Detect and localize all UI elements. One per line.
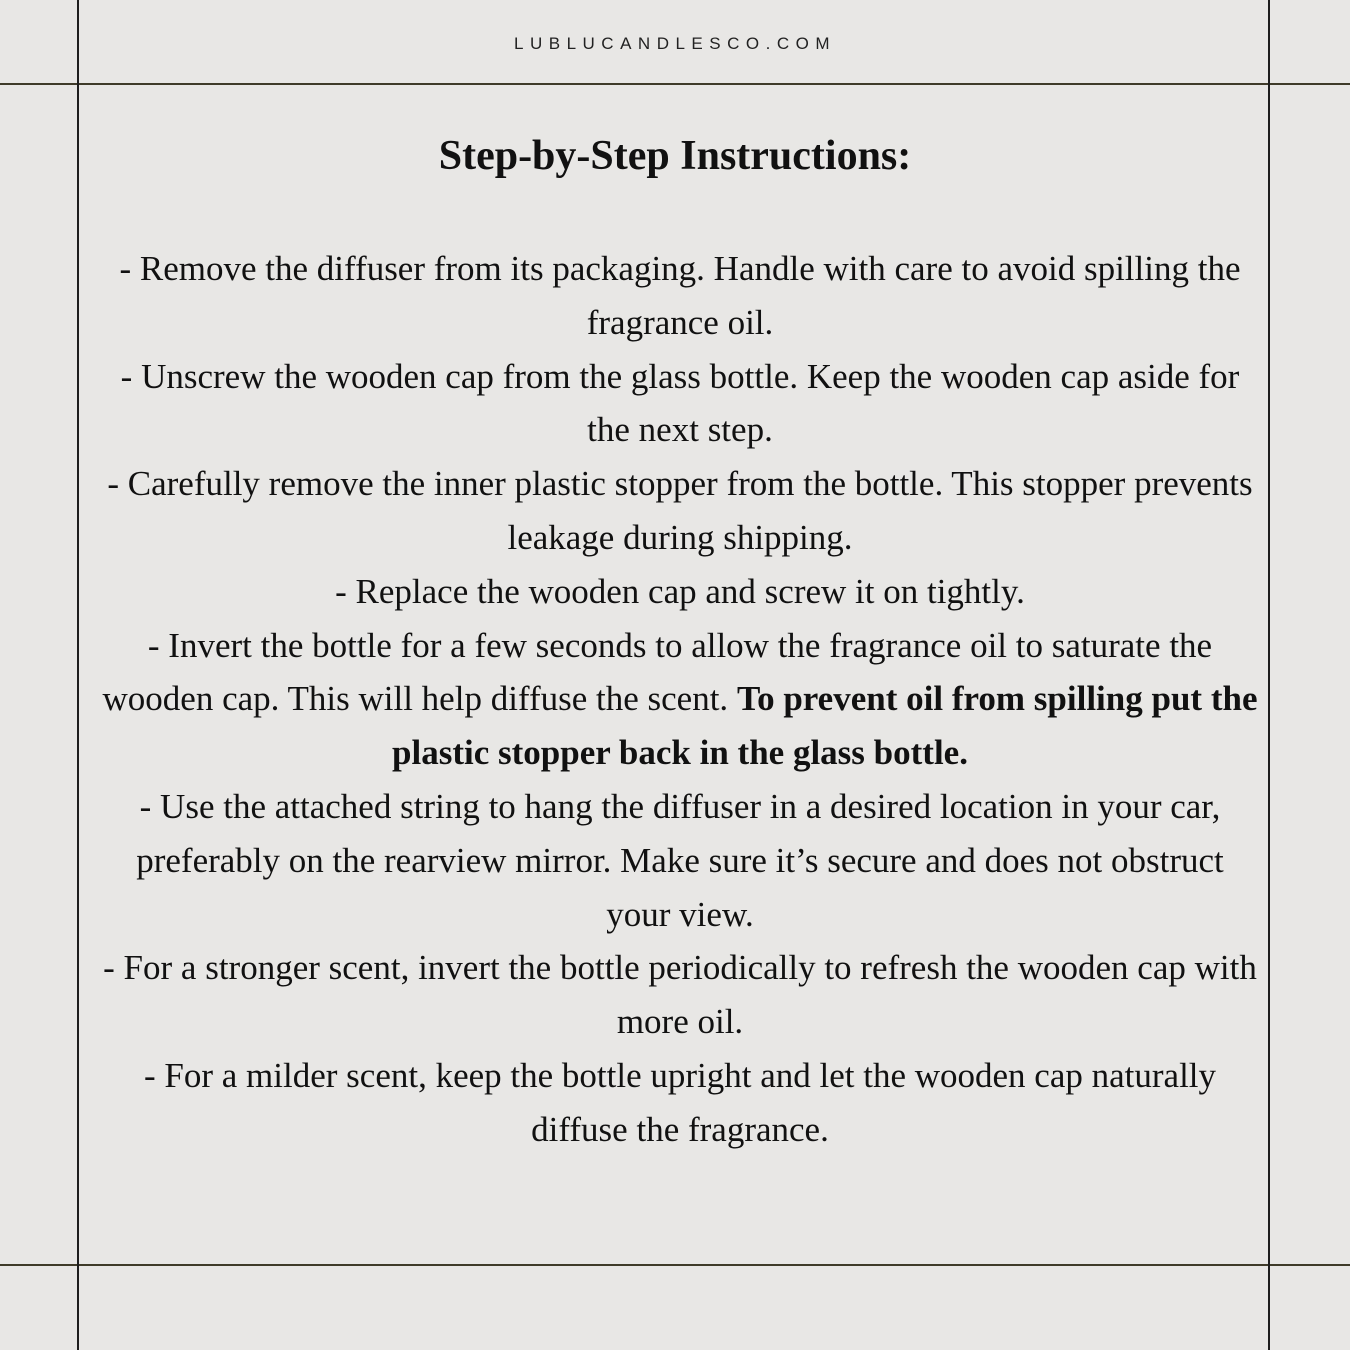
step-milder-scent: - For a milder scent, keep the bottle upright and let the wooden cap naturally diffuse the fragrance. <box>143 1055 1217 1149</box>
step-stronger-scent: - For a stronger scent, invert the bottle periodically to refresh the wooden cap with more oil. <box>103 948 1257 1042</box>
step-invert-bottle <box>100 619 1260 780</box>
frame-line-left <box>77 0 79 1350</box>
step-invert-bottle-warning: To prevent oil from spilling put the plastic stopper back in the glass bottle. <box>392 679 1258 773</box>
step-invert-bottle-text: - Invert the bottle for a few seconds to allow the fragrance oil to saturate the wooden cap. This will help diffuse the scent. <box>102 625 1213 719</box>
site-url: LUBLUCANDLESCO.COM <box>514 34 836 53</box>
step-remove-packaging: - Remove the diffuser from its packaging. Handle with care to avoid spilling the fragrance oil. <box>119 249 1241 342</box>
step-hang-diffuser: - Use the attached string to hang the diffuser in a desired location in your car, preferably on the rearview mirror. Make sure it’s secure and does not obstruct your view. <box>136 786 1224 934</box>
step-unscrew-cap: - Unscrew the wooden cap from the glass bottle. Keep the wooden cap aside for the next step. <box>120 356 1240 450</box>
page-title: Step-by-Step Instructions: <box>438 133 912 179</box>
step-remove-stopper: - Carefully remove the inner plastic stopper from the bottle. This stopper prevents leakage during shipping. <box>107 464 1253 557</box>
frame-line-top <box>0 83 1350 85</box>
frame-line-bottom <box>0 1264 1350 1266</box>
instructions-list <box>100 242 1260 1157</box>
step-replace-cap: - Replace the wooden cap and screw it on tightly. <box>335 571 1025 611</box>
frame-line-right <box>1268 0 1270 1350</box>
